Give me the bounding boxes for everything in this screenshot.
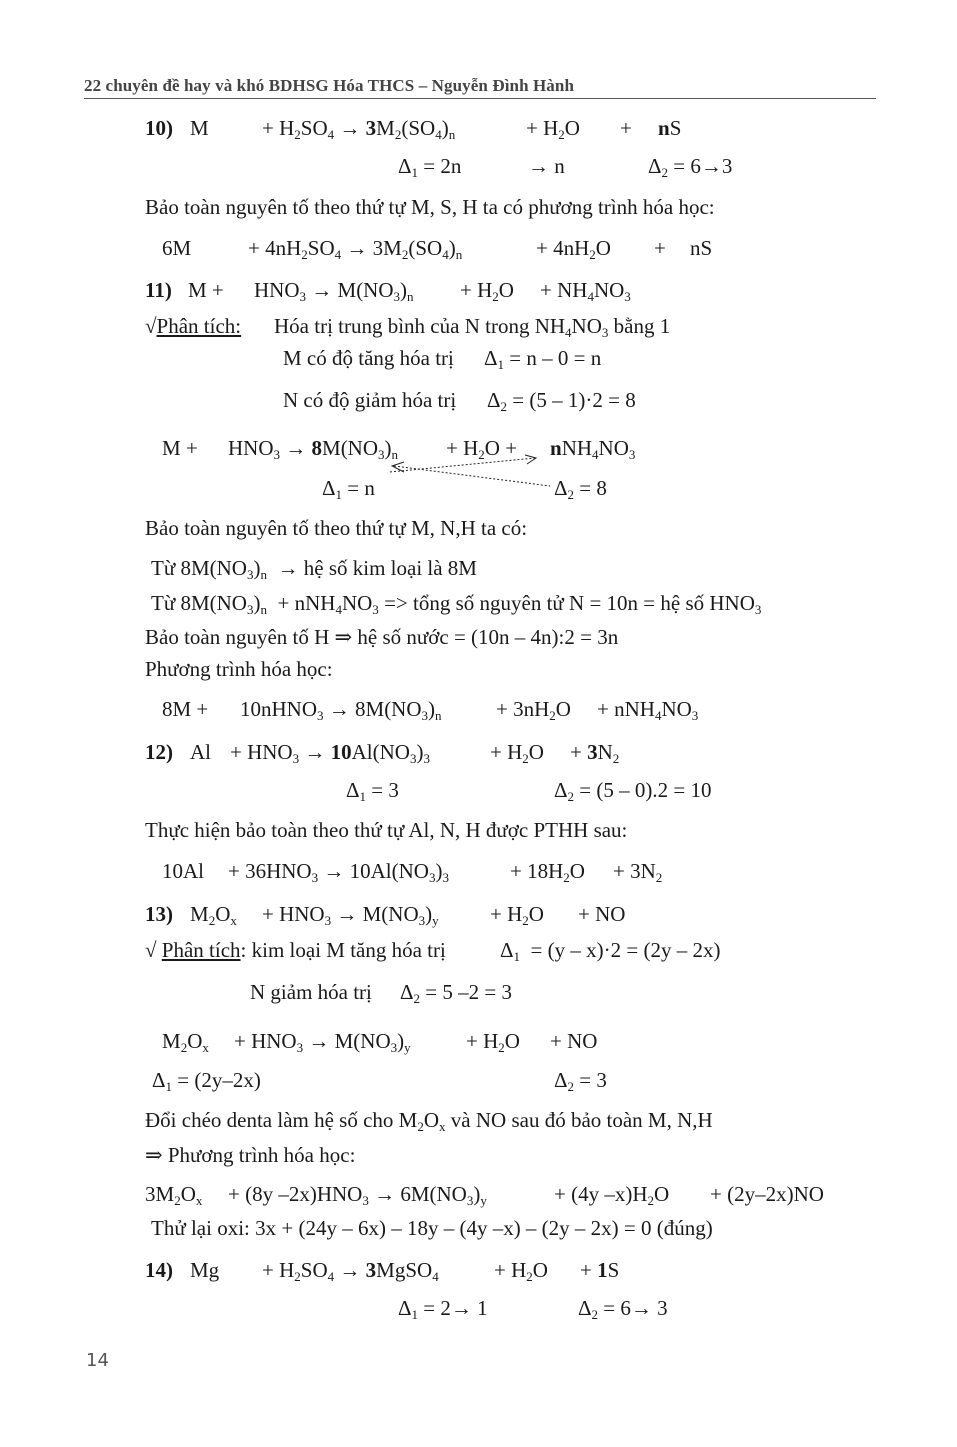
- page-header: [84, 76, 876, 99]
- header-text: 22 chuyên đề hay và khó BDHSG Hóa THCS – Nguyễn Đình Hành: [84, 76, 575, 95]
- page-number: 14: [86, 1350, 109, 1371]
- cross-arrows-icon: [380, 452, 560, 492]
